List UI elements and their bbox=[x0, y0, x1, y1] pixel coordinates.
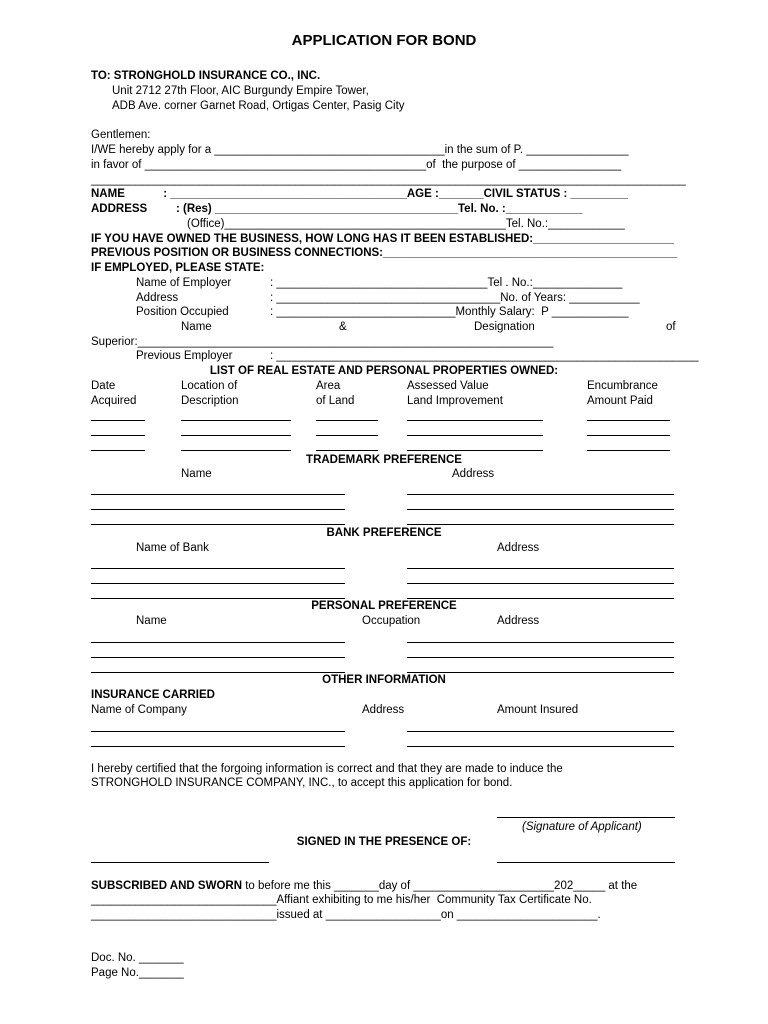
re-col-area-1: Area bbox=[316, 380, 341, 392]
address-res-row[interactable]: ADDRESS : (Res) ______________________________________Tel. No. :____________ bbox=[91, 203, 583, 215]
re-col-encumbrance-2: Amount Paid bbox=[587, 395, 653, 407]
personal-address-blank[interactable] bbox=[407, 657, 674, 658]
sworn-bold-text: SUBSCRIBED AND SWORN bbox=[91, 880, 242, 892]
subscribed-sworn-line[interactable] bbox=[91, 879, 637, 893]
re-date-blank[interactable] bbox=[91, 450, 145, 451]
re-col-date-2: Acquired bbox=[91, 395, 137, 407]
re-assessed-blank[interactable] bbox=[407, 420, 543, 421]
re-assessed-blank[interactable] bbox=[407, 435, 543, 436]
trademark-heading: TRADEMARK PREFERENCE bbox=[306, 454, 462, 466]
previous-position-row[interactable]: PREVIOUS POSITION OR BUSINESS CONNECTIONS:______________________________________________ bbox=[91, 247, 678, 259]
bank-address-blank[interactable] bbox=[407, 568, 674, 569]
re-col-location-2: Description bbox=[181, 395, 239, 407]
signed-presence-heading: SIGNED IN THE PRESENCE OF: bbox=[296, 836, 472, 848]
bank-name-blank[interactable] bbox=[91, 583, 345, 584]
personal-address-blank[interactable] bbox=[407, 642, 674, 643]
insurance-company-label: Name of Company bbox=[91, 704, 187, 716]
re-area-blank[interactable] bbox=[316, 435, 378, 436]
re-assessed-blank[interactable] bbox=[407, 450, 543, 451]
re-col-assessed-1: Assessed Value bbox=[407, 380, 489, 392]
re-area-blank[interactable] bbox=[316, 450, 378, 451]
superior-field[interactable]: Superior:_________________________________________________________________ bbox=[91, 336, 554, 348]
trademark-name-blank[interactable] bbox=[91, 509, 345, 510]
real-estate-heading: LIST OF REAL ESTATE AND PERSONAL PROPERTIES OWNED: bbox=[209, 365, 559, 377]
superior-ampersand: & bbox=[339, 321, 347, 333]
certification-line-1: I hereby certified that the forgoing information is correct and that they are made to induce the bbox=[91, 763, 563, 775]
page-no-field[interactable]: Page No._______ bbox=[91, 967, 184, 979]
recipient-line: TO: STRONGHOLD INSURANCE CO., INC. bbox=[91, 70, 321, 82]
salutation: Gentlemen: bbox=[91, 129, 151, 141]
personal-heading: PERSONAL PREFERENCE bbox=[311, 600, 457, 612]
employer-name-label: Name of Employer bbox=[136, 277, 232, 289]
re-area-blank[interactable] bbox=[316, 420, 378, 421]
recipient-address-2: ADB Ave. corner Garnet Road, Ortigas Center, Pasig City bbox=[112, 100, 405, 112]
apply-for-line[interactable]: I/WE hereby apply for a ____________________________________in the sum of P. ________________ bbox=[91, 144, 629, 156]
trademark-address-blank[interactable] bbox=[407, 509, 674, 510]
doc-no-field[interactable]: Doc. No. _______ bbox=[91, 952, 184, 964]
re-location-blank[interactable] bbox=[181, 435, 291, 436]
signature-label: (Signature of Applicant) bbox=[522, 821, 642, 833]
insurance-company-blank[interactable] bbox=[91, 746, 345, 747]
purpose-continuation-line[interactable]: _____________________________________________________________________________________________ bbox=[91, 174, 686, 186]
position-occupied-label: Position Occupied bbox=[136, 306, 229, 318]
trademark-name-blank[interactable] bbox=[91, 494, 345, 495]
witness-signature-line[interactable] bbox=[91, 862, 269, 863]
applicant-signature-line[interactable] bbox=[497, 817, 675, 818]
re-date-blank[interactable] bbox=[91, 435, 145, 436]
witness-signature-line[interactable] bbox=[497, 862, 675, 863]
re-encumbrance-blank[interactable] bbox=[587, 435, 670, 436]
bank-name-blank[interactable] bbox=[91, 568, 345, 569]
trademark-name-label: Name bbox=[181, 468, 212, 480]
recipient-address-1: Unit 2712 27th Floor, AIC Burgundy Empire Tower, bbox=[112, 85, 369, 97]
superior-designation-label: Designation bbox=[474, 321, 535, 333]
certification-line-2: STRONGHOLD INSURANCE COMPANY, INC., to accept this application for bond. bbox=[91, 777, 513, 789]
insurance-amount-label: Amount Insured bbox=[497, 704, 579, 716]
personal-name-blank[interactable] bbox=[91, 642, 345, 643]
if-employed-label: IF EMPLOYED, PLEASE STATE: bbox=[91, 262, 265, 274]
in-favor-line[interactable]: in favor of ____________________________________________of the purpose of ________________ bbox=[91, 159, 622, 171]
superior-name-label: Name bbox=[181, 321, 212, 333]
position-occupied-field[interactable]: : ____________________________Monthly Salary: P ____________ bbox=[270, 306, 629, 318]
re-col-area-2: of Land bbox=[316, 395, 355, 407]
personal-address-label: Address bbox=[497, 615, 540, 627]
bank-address-label: Address bbox=[497, 542, 540, 554]
re-encumbrance-blank[interactable] bbox=[587, 420, 670, 421]
previous-employer-label: Previous Employer bbox=[136, 350, 233, 362]
trademark-address-blank[interactable] bbox=[407, 494, 674, 495]
page-title: APPLICATION FOR BOND bbox=[291, 32, 477, 49]
affiant-line[interactable]: _____________________________Affiant exhibiting to me his/her Community Tax Certificate No. bbox=[91, 894, 592, 906]
previous-employer-field[interactable]: : __________________________________________________________________ bbox=[270, 350, 699, 362]
issued-at-line[interactable]: _____________________________issued at __________________on ______________________. bbox=[91, 909, 601, 921]
insurance-amount-blank[interactable] bbox=[407, 746, 674, 747]
re-encumbrance-blank[interactable] bbox=[587, 450, 670, 451]
personal-occupation-label: Occupation bbox=[362, 615, 421, 627]
re-col-date-1: Date bbox=[91, 380, 116, 392]
re-location-blank[interactable] bbox=[181, 450, 291, 451]
name-field-row[interactable]: NAME : _____________________________________AGE :_______CIVIL STATUS : _________ bbox=[91, 188, 629, 200]
address-office-row[interactable]: (Office)____________________________________________Tel. No.:____________ bbox=[187, 218, 625, 230]
personal-name-label: Name bbox=[136, 615, 167, 627]
superior-of-label: of bbox=[666, 321, 676, 333]
business-established-row[interactable]: IF YOU HAVE OWNED THE BUSINESS, HOW LONG HAS IT BEEN ESTABLISHED:______________________ bbox=[91, 233, 674, 245]
re-date-blank[interactable] bbox=[91, 420, 145, 421]
personal-name-blank[interactable] bbox=[91, 657, 345, 658]
employer-address-label: Address bbox=[136, 292, 179, 304]
insurance-carried-label: INSURANCE CARRIED bbox=[91, 689, 215, 701]
re-col-location-1: Location of bbox=[181, 380, 238, 392]
bank-name-label: Name of Bank bbox=[136, 542, 209, 554]
re-location-blank[interactable] bbox=[181, 420, 291, 421]
employer-name-field[interactable]: : _________________________________Tel . No.:______________ bbox=[270, 277, 623, 289]
other-info-heading: OTHER INFORMATION bbox=[322, 674, 446, 686]
trademark-name-blank[interactable] bbox=[91, 524, 345, 525]
insurance-amount-blank[interactable] bbox=[407, 731, 674, 732]
insurance-address-label: Address bbox=[362, 704, 405, 716]
bank-address-blank[interactable] bbox=[407, 583, 674, 584]
employer-address-field[interactable]: : ___________________________________No. of Years: ___________ bbox=[270, 292, 640, 304]
insurance-company-blank[interactable] bbox=[91, 731, 345, 732]
trademark-address-label: Address bbox=[452, 468, 495, 480]
trademark-address-blank[interactable] bbox=[407, 524, 674, 525]
re-col-assessed-2: Land Improvement bbox=[407, 395, 503, 407]
sworn-rest-text: to before me this _______day of ______________________202_____ at the bbox=[242, 880, 638, 892]
re-col-encumbrance-1: Encumbrance bbox=[587, 380, 658, 392]
bank-heading: BANK PREFERENCE bbox=[326, 527, 442, 539]
